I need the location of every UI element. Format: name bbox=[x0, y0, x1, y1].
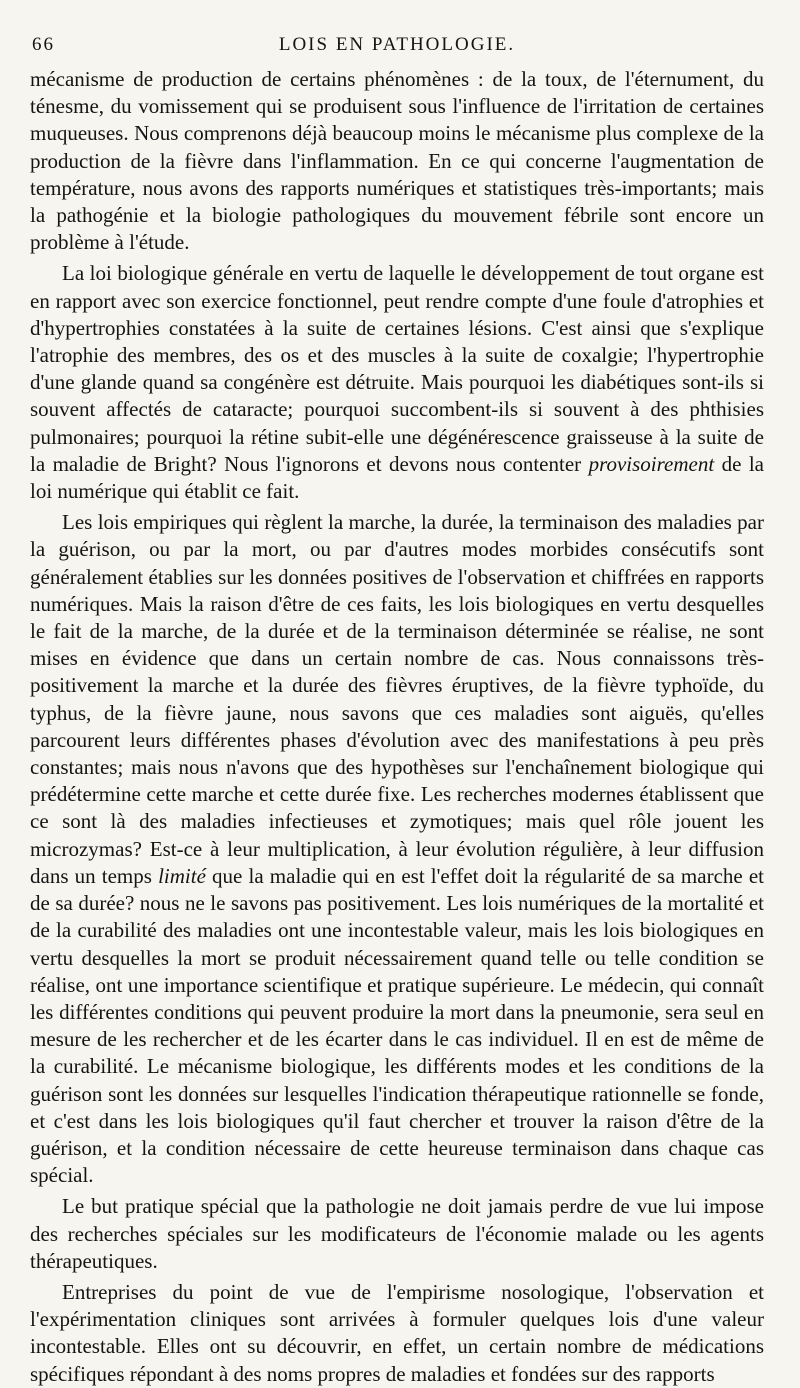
paragraph-text: que la maladie qui en est l'effet doit la régularité de sa marche et de sa durée? nous ne le savons pas positivement. Les lois numériques de la mortalité et de la curabilité des maladies ont une incontestable valeur, mais les lois biologiques en vertu desquelles la mort se produit nécessairement quand telle ou telle condition se réalise, ont une importance scientifique et pratique supérieure. Le médecin, qui connaît les différentes conditions qui peuvent produire la mort dans la pneumonie, sera seul en mesure de les rechercher et de les écarter dans le cas individuel. Il en est de même de la curabilité. Le mécanisme biologique, les différents modes et les conditions de la guérison sont les données sur lesquelles l'indication thérapeutique rationnelle se fonde, et c'est dans les lois biologiques qu'il faut chercher et trouver la raison d'être de la guérison, et la condition nécessaire de cette heureuse terminaison dans chaque cas spécial. bbox=[30, 863, 764, 1188]
running-title: LOIS EN PATHOLOGIE. bbox=[278, 34, 516, 55]
paragraph-1 bbox=[30, 66, 764, 256]
italic-word: provisoirement bbox=[588, 451, 715, 476]
paragraph-5 bbox=[30, 1279, 764, 1388]
paragraph-text: Le but pratique spécial que la pathologie ne doit jamais perdre de vue lui impose des recherches spéciales sur les modificateurs de l'économie malade ou les agents thérapeutiques. bbox=[30, 1194, 764, 1273]
paragraph-4 bbox=[30, 1193, 764, 1275]
paragraph-text: La loi biologique générale en vertu de laquelle le développement de tout organe est en rapport avec son exercice fonctionnel, peut rendre compte d'une foule d'atrophies et d'hypertrophies constatées à la suite de certaines lésions. C'est ainsi que s'explique l'atrophie des membres, des os et des muscles à la suite de coxalgie; l'hypertrophie d'une glande quand sa congénère est détruite. Mais pourquoi les diabétiques sont-ils si souvent affectés de cataracte; pourquoi succombent-ils si souvent à des phthisies pulmonaires; pourquoi la rétine subit-elle une dégénérescence graisseuse à la suite de la maladie de Bright? Nous l'ignorons et devons nous contenter bbox=[30, 261, 764, 476]
paragraph-2 bbox=[30, 260, 764, 505]
page-number: 66 bbox=[32, 34, 55, 55]
paragraph-text: mécanisme de production de certains phénomènes : de la toux, de l'éternument, du ténesme, du vomissement qui se produisent sous l'influence de l'irritation de certaines muqueuses. Nous comprenons déjà beaucoup moins le mécanisme plus complexe de la production de la fièvre dans l'inflammation. En ce qui concerne l'augmentation de température, nous avons des rapports numériques et statistiques très-importants; mais la pathogénie et la biologie pathologiques du mouvement fébrile sont encore un problème à l'étude. bbox=[30, 67, 764, 255]
italic-word: limité bbox=[158, 863, 206, 888]
paragraph-text: de la loi numérique qui établit ce fait. bbox=[30, 451, 764, 504]
running-head bbox=[30, 28, 764, 54]
paragraph-text: Les lois empiriques qui règlent la marche, la durée, la terminaison des maladies par la guérison, ou par la mort, ou par d'autres modes morbides consécutifs sont généralement établies sur les données positives de l'observation et chiffrées en rapports numériques. Mais la raison d'être de ces faits, les lois biologiques en vertu desquelles le fait de la marche, de la durée et de la terminaison déterminée se réalise, ne sont mises en évidence que dans un certain nombre de cas. Nous connaissons très-positivement la marche et la durée des fièvres éruptives, de la fièvre typhoïde, du typhus, de la fièvre jaune, nous savons que ces maladies sont aiguës, qu'elles parcourent leurs différentes phases d'évolution avec des manifestations à peu près constantes; mais nous n'avons que des hypothèses sur l'enchaînement biologique qui prédétermine cette marche et cette durée fixe. Les recherches modernes établissent que ce sont là des maladies infectieuses et zymotiques; mais quel rôle jouent les microzymas? Est-ce à leur multiplication, à leur évolution régulière, à leur diffusion dans un temps bbox=[30, 510, 764, 888]
paragraph-text: Entreprises du point de vue de l'empirisme nosologique, l'observation et l'expérimentation cliniques sont arrivées à formuler quelques lois d'une valeur incontestable. Elles ont su découvrir, en effet, un certain nombre de médications spécifiques répondant à des noms propres de maladies et fondées sur des rapports bbox=[30, 1279, 764, 1386]
paragraph-3 bbox=[30, 509, 764, 1189]
body-text bbox=[30, 66, 764, 1388]
